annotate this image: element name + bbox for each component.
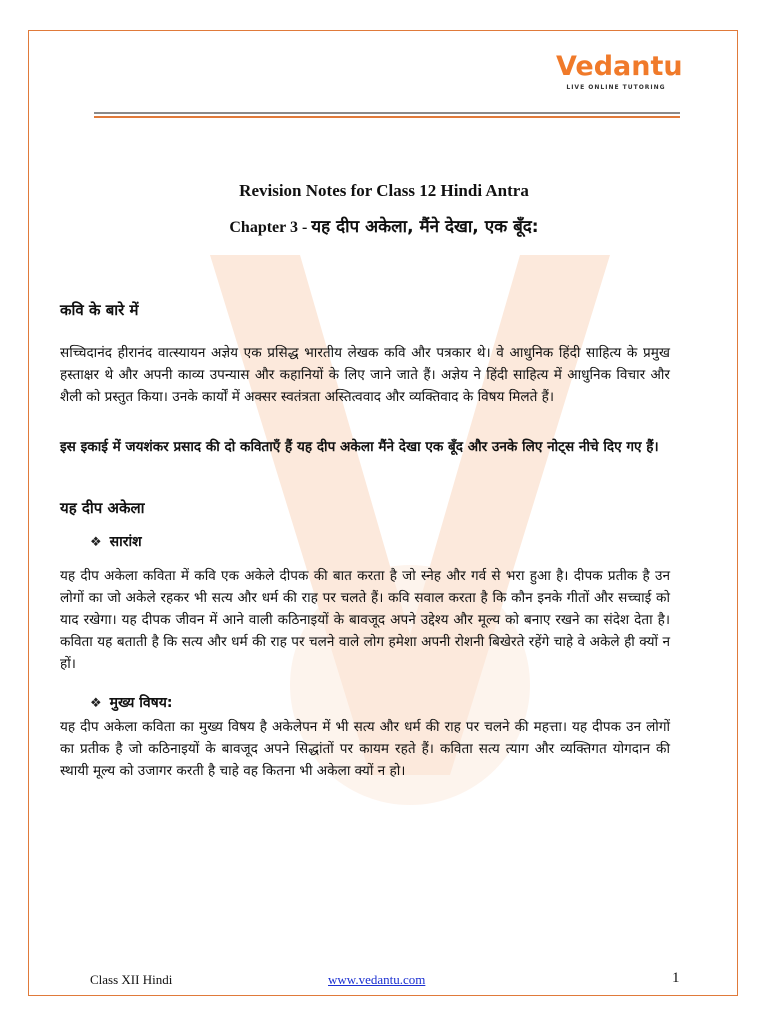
poem-heading: यह दीप अकेला: [60, 499, 145, 517]
unit-intro: इस इकाई में जयशंकर प्रसाद की दो कविताएँ हैं यह दीप अकेला मैंने देखा एक बूँद और उनके लिए नोट्स नीचे दिए गए हैं।: [60, 439, 659, 455]
theme-heading: [90, 693, 670, 712]
logo-tagline: LIVE ONLINE TUTORING: [566, 84, 666, 91]
summary-heading: [90, 532, 670, 551]
about-poet-heading: कवि के बारे में: [60, 301, 139, 319]
document-title: Revision Notes for Class 12 Hindi Antra: [239, 181, 529, 200]
theme-label: मुख्य विषय:: [109, 695, 173, 711]
about-poet-text: सच्चिदानंद हीरानंद वात्स्यायन अज्ञेय एक प्रसिद्ध भारतीय लेखक कवि और पत्रकार थे। वे आधुनिक हिंदी साहित्य के प्रमुख हस्ताक्षर थे और अपनी काव्य उपन्यास और कहानियों के लिए जाने जाते हैं। अज्ञेय ने हिंदी साहित्य में आधुनिक विचार और शैली को प्रस्तुत किया। उनके कार्यों में अक्सर स्वतंत्रता अस्तित्ववाद और व्यक्तिवाद के विषय मिलते हैं।: [60, 345, 670, 405]
footer-class-label: Class XII Hindi: [90, 972, 173, 987]
chapter-prefix: Chapter 3 -: [229, 219, 312, 236]
header-divider: [94, 112, 680, 118]
diamond-bullet-icon: ❖: [90, 535, 102, 550]
vedantu-logo[interactable]: [556, 51, 683, 91]
logo-wordmark: Vedantu: [556, 51, 683, 82]
diamond-bullet-icon: ❖: [90, 696, 102, 711]
chapter-name: यह दीप अकेला, मैंने देखा, एक बूँद:: [311, 217, 539, 237]
chapter-title: [0, 214, 768, 237]
document-body: [60, 300, 670, 806]
summary-text: यह दीप अकेला कविता में कवि एक अकेले दीपक की बात करता है जो स्नेह और गर्व से भरा हुआ है। दीपक प्रतीक है उन लोगों का जो अकेले रहकर भी सत्य और धर्म की राह पर चलते हैं। कवि सवाल करता है कि कौन इनके गीतों और सच्चाई को याद रखेगा। यह दीपक जीवन में आने वाली कठिनाइयों के बावजूद अपने उद्देश्य और मूल्य को बनाए रखने का संदेश देता है। कविता यह बताती है कि सत्य और धर्म की राह पर चलने वाले लोग हमेशा अपनी रोशनी बिखेरते रहेंगे चाहे वे अकेले ही क्यों न हों।: [60, 568, 670, 672]
summary-label: सारांश: [109, 534, 142, 550]
page-number: 1: [672, 970, 680, 986]
theme-text: यह दीप अकेला कविता का मुख्य विषय है अकेलेपन में भी सत्य और धर्म की राह पर चलने की महत्ता। यह दीपक उन लोगों का प्रतीक है जो कठिनाइयों के बावजूद अपने सिद्धांतों पर कायम रहते हैं। कविता सत्य त्याग और व्यक्तिगत योगदान की स्थायी मूल्य को उजागर करती है चाहे वह कितना भी अकेला क्यों न हो।: [60, 719, 670, 779]
footer-website-link[interactable]: www.vedantu.com: [328, 972, 426, 987]
